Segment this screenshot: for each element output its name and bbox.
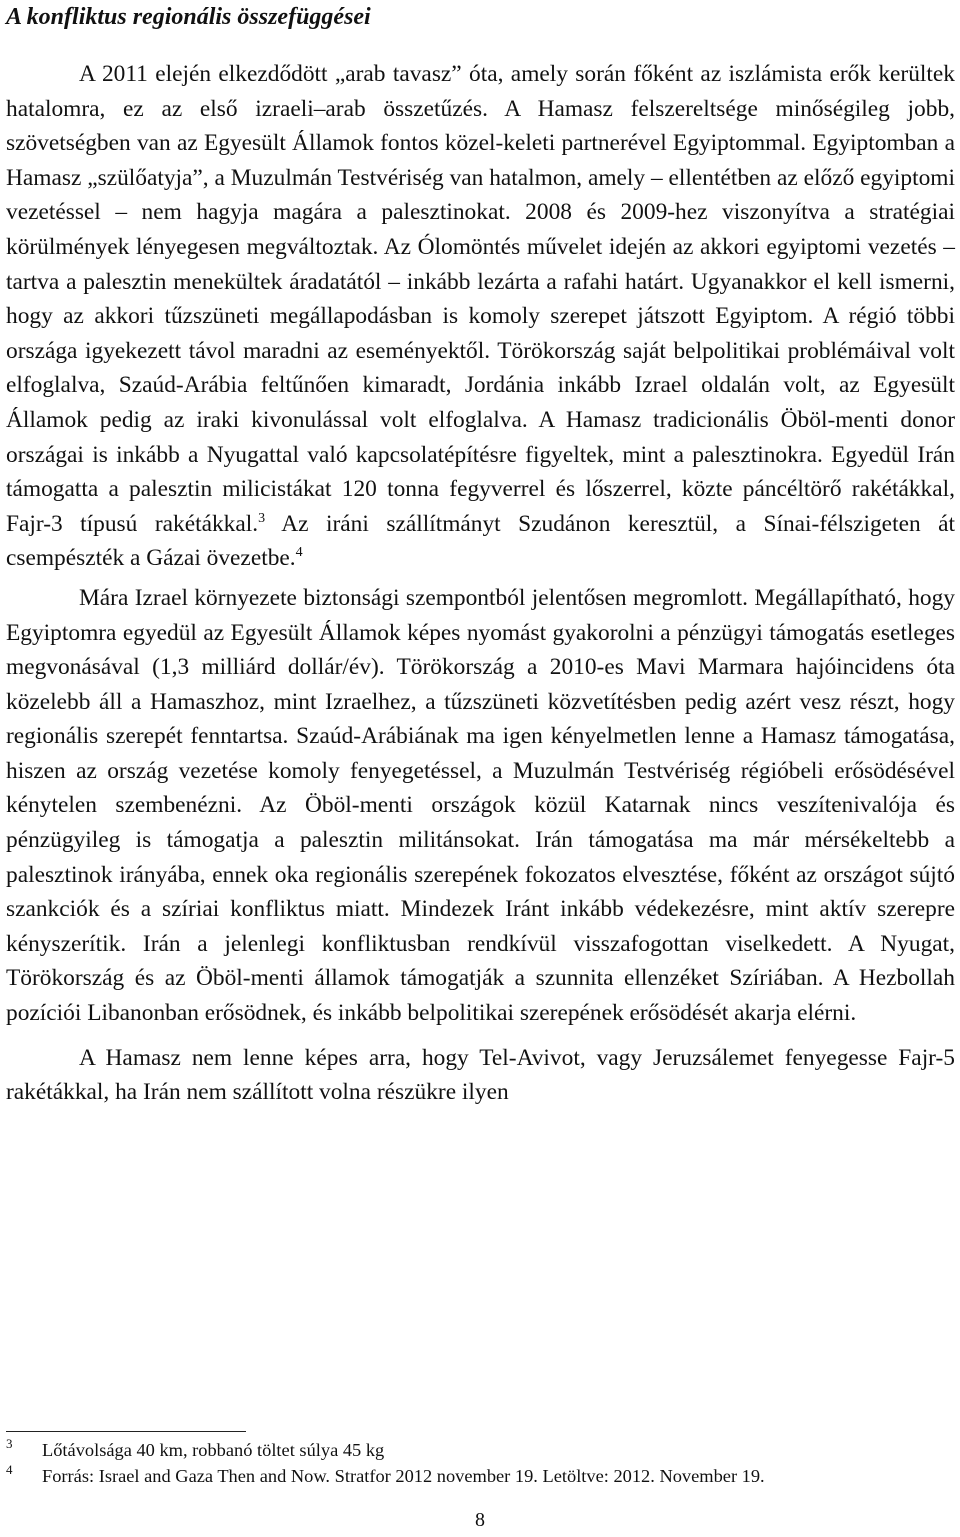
- footnote-ref: 3: [258, 510, 266, 526]
- footnote-text: Forrás: Israel and Gaza Then and Now. Stratfor 2012 november 19. Letöltve: 2012. November 19.: [42, 1466, 765, 1486]
- footnote-number: 3: [6, 1436, 13, 1451]
- body-paragraph: Mára Izrael környezete biztonsági szempontból jelentősen megromlott. Megállapítható, hogy Egyiptomra egyedül az Egyesült Államok képes nyomást gyakorolni a pénzügyi támogatás esetleges megvonásával (1,3 milliárd dollár/év). Törökország a 2010-es Mavi Marmara hajóincidens óta közelebb áll a Hamaszhoz, mint Izraelhez, a tűzszüneti közvetítésben pedig azért vesz részt, hogy regionális szerepét fenntartsa. Szaúd-Arábiának ma igen kényelmetlen lenne a Hamasz támogatása, hiszen az ország vezetése komoly fenyegetéssel, a Muzulmán Testvériség régióbeli erősödésével kénytelen szembenézni. Az Öböl-menti országok közül Katarnak nincs veszítenivalója és pénzügyileg is támogatja a palesztin militánsokat. Irán támogatása ma már mérsékeltebb a palesztinok irányába, ennek oka regionális szerepének fokozatos elvesztése, főként az országot sújtó szankciók és a szíriai konfliktus miatt. Mindezek Iránt inkább védekezésre, mint aktív szerepre kényszerítik. Irán a jelenlegi konfliktusban rendkívül visszafogottan viselkedett. A Nyugat, Törökország és az Öböl-menti államok támogatják a szunnita ellenzéket Szíriában. A Hezbollah pozíciói Libanonban erősödnek, és inkább belpolitikai szerepének erősödését akarja elérni.: [6, 584, 955, 1027]
- footnote-separator: [6, 1431, 246, 1432]
- footnote-item: [6, 1464, 955, 1490]
- page-number: 8: [475, 1509, 485, 1531]
- footnote-number: 4: [6, 1462, 13, 1477]
- footnote-ref: 4: [295, 545, 303, 561]
- paragraph-text: Az iráni szállítmányt Szudánon keresztül, a Sínai-félszigeten át csempészték a Gázai övezetbe.: [6, 510, 955, 572]
- footnote-item: [6, 1438, 955, 1464]
- footnotes: [6, 1438, 955, 1490]
- footnote-text: Lőtávolsága 40 km, robbanó töltet súlya 45 kg: [42, 1440, 385, 1460]
- paragraph-text: A 2011 elején elkezdődött „arab tavasz” óta, amely során főként az iszlámista erők kerültek hatalomra, ez az első izraeli–arab összetűzés. A Hamasz felszereltsége minőségileg jobb, szövetségben van az Egyesült Államok fontos közel-keleti partnerével Egyiptommal. Egyiptomban a Hamasz „szülőatyja”, a Muzulmán Testvériség van hatalmon, amely – ellentétben az előző egyiptomi vezetéssel – nem hagyja magára a palesztinokat. 2008 és 2009-hez viszonyítva a stratégiai körülmények lényegesen megváltoztak. Az Ólomöntés művelet idején az akkori egyiptomi vezetés – tartva a palesztin menekültek áradatától – inkább lezárta a rafahi határt. Ugyanakkor el kell ismerni, hogy az akkori tűzszüneti megállapodásban is komoly szerepet játszott Egyiptom. A régió többi országa igyekezett távol maradni az eseményektől. Törökország saját belpolitikai problémáival volt elfoglalva, Szaúd-Arábia feltűnően kimaradt, Jordánia inkább Izrael oldalán volt, az Egyesült Államok pedig az iraki kivonulással volt elfoglalva. A Hamasz tradicionális Öböl-menti donor országai is inkább a Nyugattal való kapcsolatépítésre figyeltek, mint a palesztinokra. Egyedül Irán támogatta a palesztin milicistákat 120 tonna fegyverrel és lőszerrel, közte páncéltörő rakétákkal, Fajr-3 típusú rakétákkal.: [6, 61, 955, 537]
- body-paragraph: A Hamasz nem lenne képes arra, hogy Tel-Avivot, vagy Jeruzsálemet fenyegesse Fajr-5 rakétákkal, ha Irán nem szállított volna részükre ilyen: [6, 1044, 955, 1106]
- section-heading: A konfliktus regionális összefüggései: [6, 4, 371, 30]
- document-page: [6, 0, 955, 1110]
- body-paragraph: [6, 57, 955, 576]
